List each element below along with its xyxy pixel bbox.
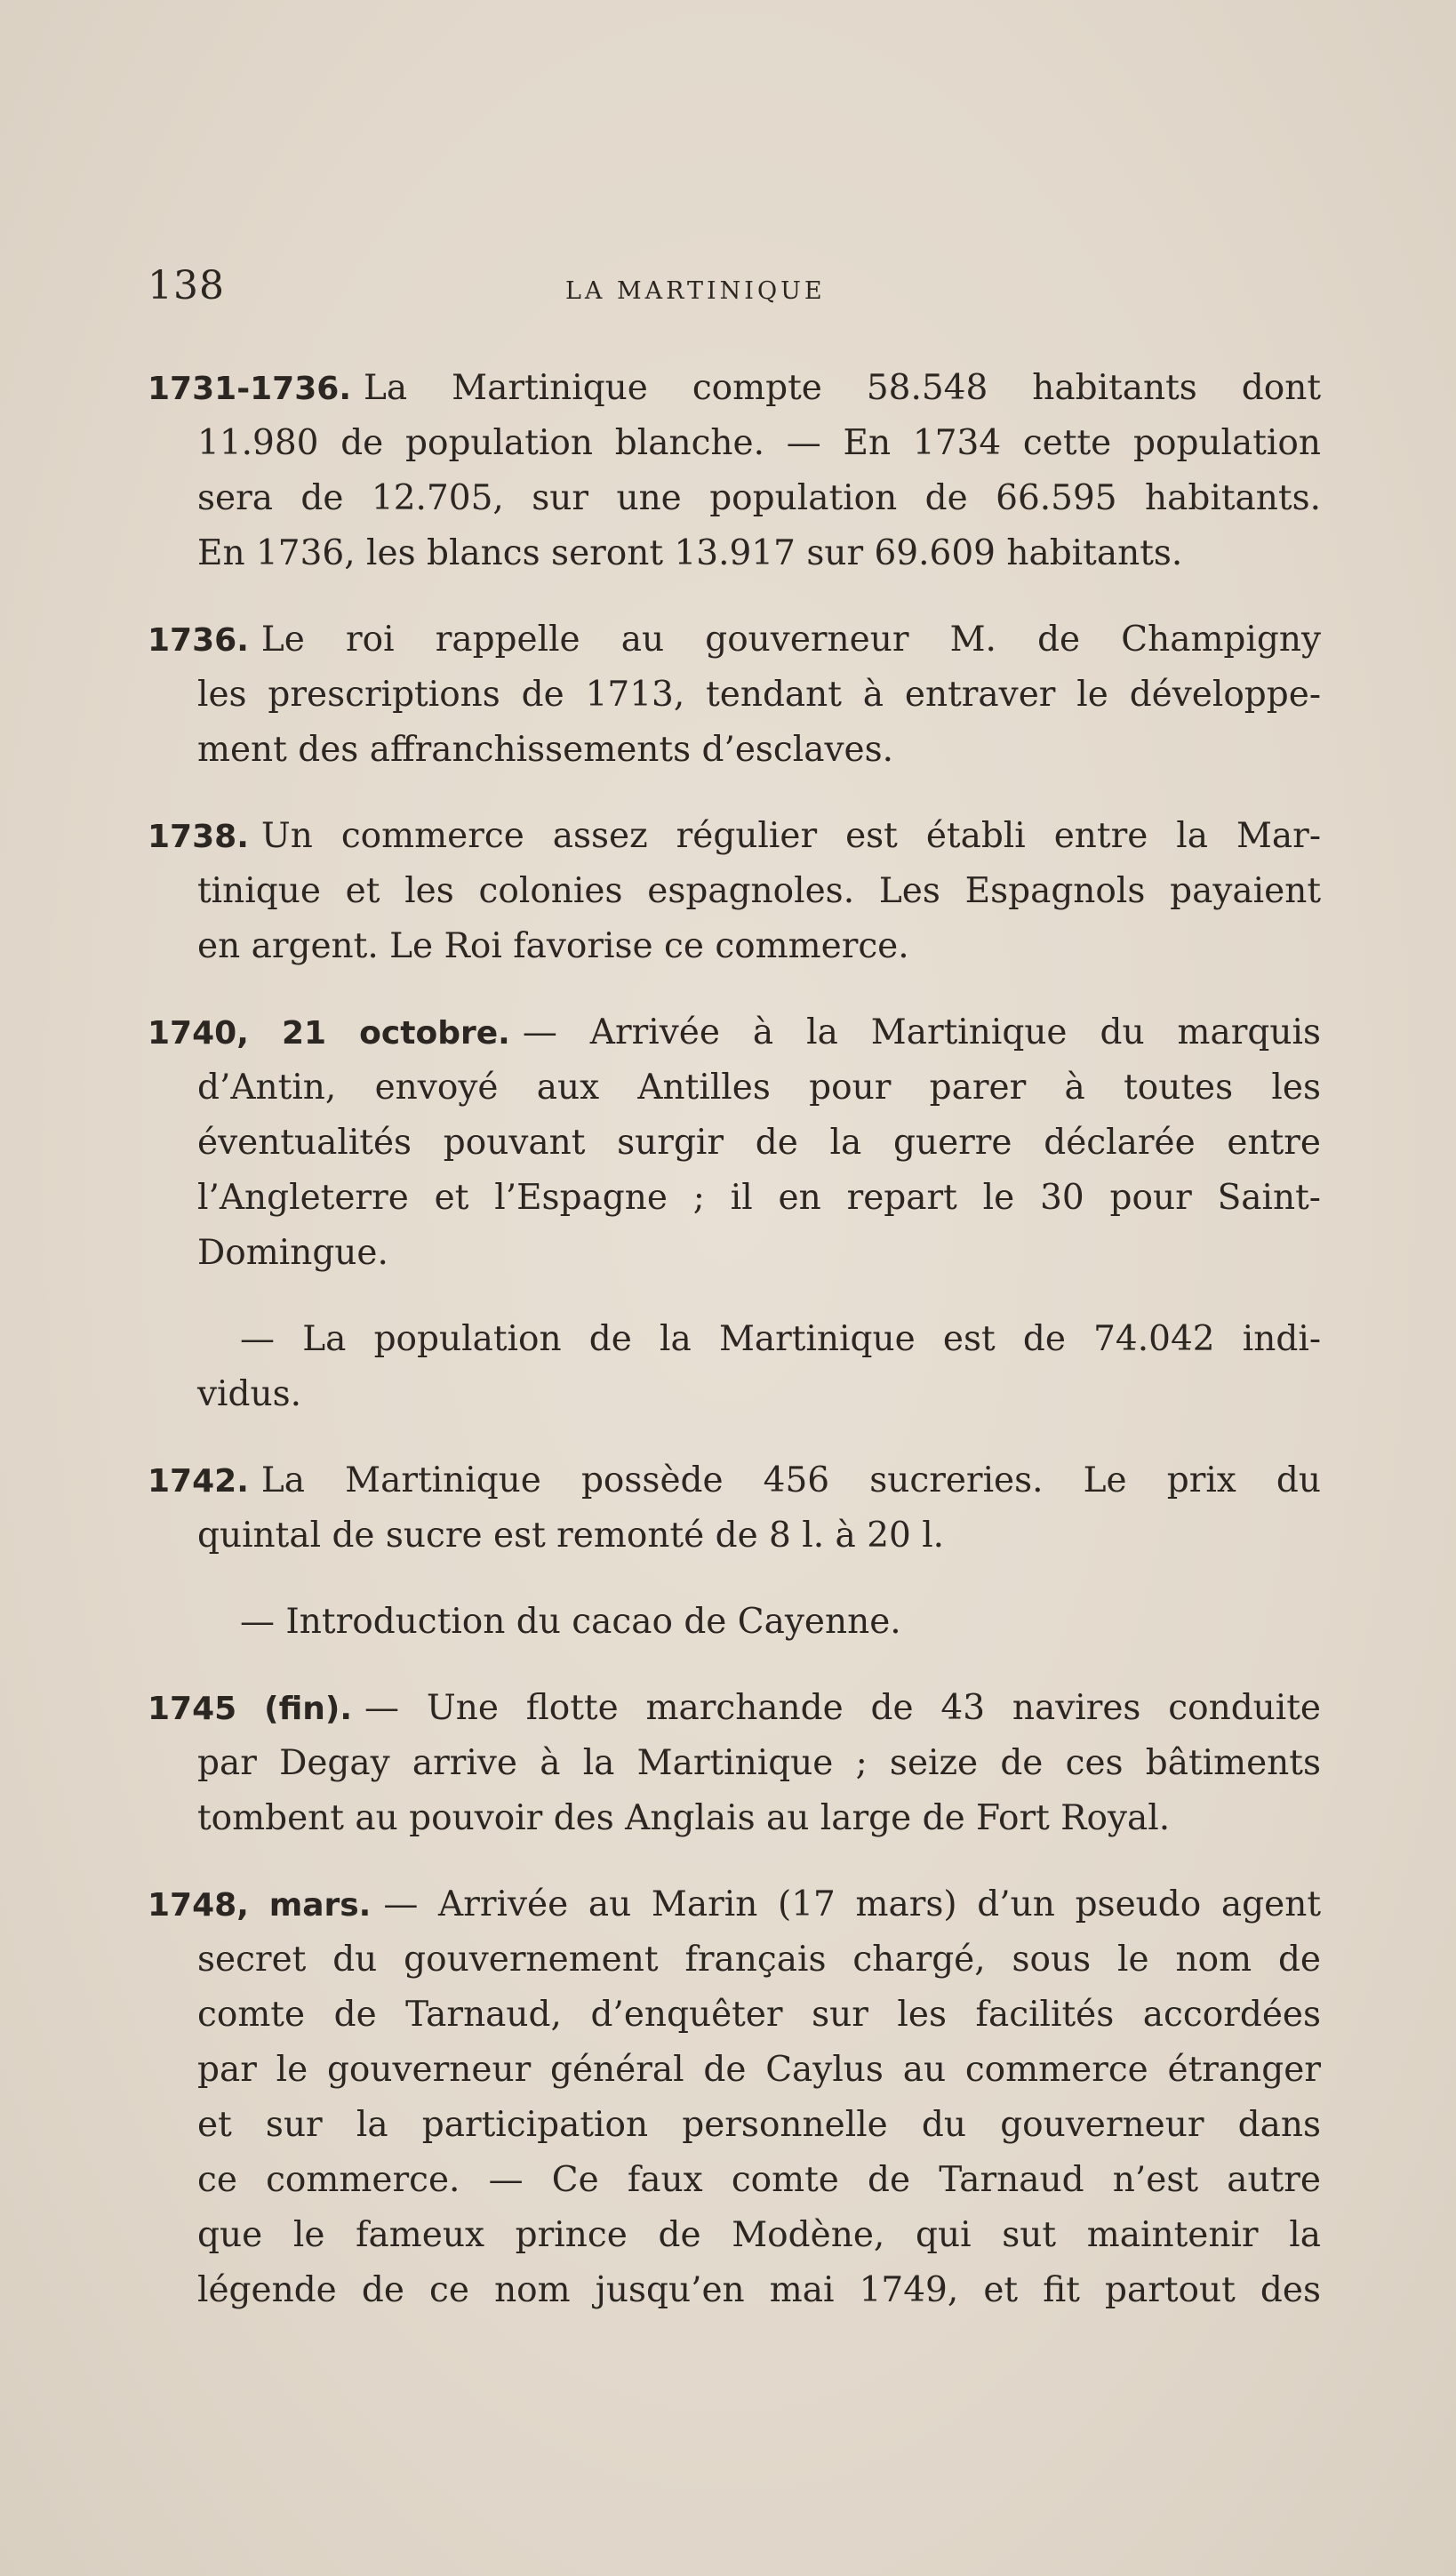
chronology-entry bbox=[148, 361, 1321, 581]
chronology-text bbox=[148, 361, 1321, 2349]
chronology-entry bbox=[148, 1312, 1321, 1422]
entry-date: 1745 (fin). bbox=[148, 1691, 353, 1727]
entry-date: 1731-1736. bbox=[148, 371, 352, 407]
text-line: quintal de sucre est remonté de 8 l. à 20 l. bbox=[197, 1516, 945, 1556]
entry-date: 1736. bbox=[148, 622, 249, 659]
text-line: que le fameux prince de Modène, qui sut maintenir la bbox=[197, 2215, 1321, 2255]
text-line: — Arrivée à la Martinique du marquis bbox=[522, 1012, 1321, 1052]
chronology-entry bbox=[148, 1877, 1321, 2318]
entry-date: 1740, 21 octobre. bbox=[148, 1015, 510, 1052]
text-line: éventualités pouvant surgir de la guerre déclarée entre bbox=[197, 1123, 1321, 1163]
text-line: par Degay arrive à la Martinique ; seize de ces bâtiments bbox=[197, 1743, 1321, 1783]
text-line: tombent au pouvoir des Anglais au large de Fort Royal. bbox=[197, 1798, 1171, 1838]
text-line: Domingue. bbox=[197, 1233, 388, 1273]
page-number: 138 bbox=[148, 263, 225, 308]
text-line: les prescriptions de 1713, tendant à entraver le développe- bbox=[197, 675, 1321, 715]
page-header bbox=[148, 263, 1321, 316]
text-line: — Arrivée au Marin (17 mars) d’un pseudo agent bbox=[383, 1884, 1321, 1924]
entry-date: 1738. bbox=[148, 819, 249, 855]
text-line: ce commerce. — Ce faux comte de Tarnaud n’est autre bbox=[197, 2160, 1321, 2200]
chronology-entry bbox=[148, 1453, 1321, 1564]
chronology-entry bbox=[148, 1005, 1321, 1281]
text-line: 11.980 de population blanche. — En 1734 cette population bbox=[197, 423, 1321, 463]
text-line: ment des affranchissements d’esclaves. bbox=[197, 730, 894, 770]
text-line: sera de 12.705, sur une population de 66.595 habitants. bbox=[197, 478, 1321, 518]
chronology-entry bbox=[148, 1595, 1321, 1650]
entry-date: 1748, mars. bbox=[148, 1887, 372, 1924]
text-line: l’Angleterre et l’Espagne ; il en repart le 30 pour Saint- bbox=[197, 1178, 1321, 1218]
chronology-entry bbox=[148, 612, 1321, 778]
chronology-entry bbox=[148, 1681, 1321, 1846]
text-line: — Introduction du cacao de Cayenne. bbox=[240, 1602, 901, 1642]
text-line: — Une flotte marchande de 43 navires conduite bbox=[364, 1688, 1322, 1728]
text-line: comte de Tarnaud, d’enquêter sur les facilités accordées bbox=[197, 1995, 1321, 2035]
text-line: par le gouverneur général de Caylus au commerce étranger bbox=[197, 2050, 1321, 2090]
text-line: En 1736, les blancs seront 13.917 sur 69.609 habitants. bbox=[197, 533, 1183, 573]
text-line: et sur la participation personnelle du gouverneur dans bbox=[197, 2105, 1321, 2145]
text-line: d’Antin, envoyé aux Antilles pour parer à toutes les bbox=[197, 1068, 1321, 1108]
text-line: Un commerce assez régulier est établi entre la Mar- bbox=[260, 816, 1321, 856]
text-line: secret du gouvernement français chargé, sous le nom de bbox=[197, 1940, 1321, 1980]
text-line: — La population de la Martinique est de 74.042 indi- bbox=[240, 1319, 1321, 1359]
text-line: tinique et les colonies espagnoles. Les Espagnols payaient bbox=[197, 871, 1321, 911]
text-line: Le roi rappelle au gouverneur M. de Champigny bbox=[260, 620, 1321, 660]
running-head: LA MARTINIQUE bbox=[565, 277, 826, 305]
text-line: légende de ce nom jusqu’en mai 1749, et fit partout des bbox=[197, 2270, 1321, 2310]
text-line: en argent. Le Roi favorise ce commerce. bbox=[197, 926, 909, 966]
chronology-entry bbox=[148, 809, 1321, 974]
text-line: vidus. bbox=[197, 1374, 301, 1414]
entry-date: 1742. bbox=[148, 1463, 249, 1500]
text-line: La Martinique compte 58.548 habitants dont bbox=[364, 368, 1321, 408]
text-line: La Martinique possède 456 sucreries. Le prix du bbox=[260, 1460, 1321, 1500]
